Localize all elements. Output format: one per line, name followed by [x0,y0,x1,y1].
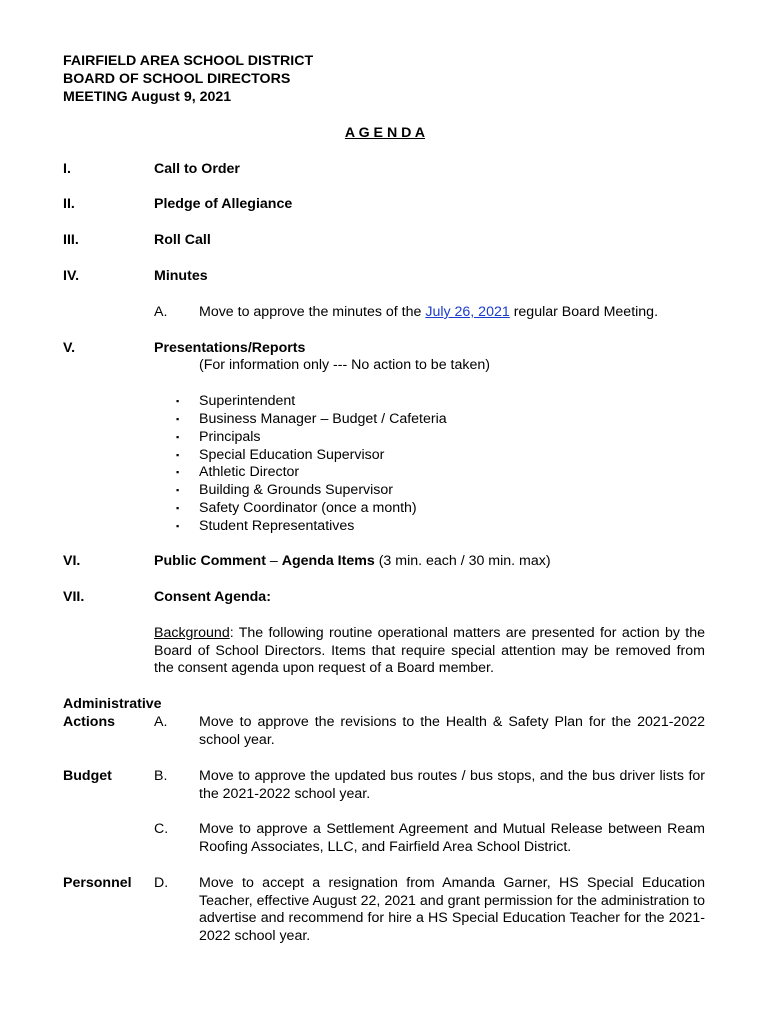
board-name: BOARD OF SCHOOL DIRECTORS [63,71,291,87]
consent-c-text: Move to approve a Settlement Agreement and Mutual Release between Ream Roofing Associates, LLC, and Fairfield Area School District. [199,821,705,855]
section-1-number: I. [63,161,71,177]
administrative-label-1: Administrative [63,696,162,712]
bullet-icon: ▪ [176,521,180,531]
district-name: FAIRFIELD AREA SCHOOL DISTRICT [63,53,314,69]
meeting-date: MEETING August 9, 2021 [63,89,232,105]
list-item: Safety Coordinator (once a month) [199,500,417,516]
bullet-icon: ▪ [176,485,180,495]
list-item: Building & Grounds Supervisor [199,482,393,498]
list-item: Business Manager – Budget / Cafeteria [199,411,447,427]
budget-label: Budget [63,768,112,784]
section-5-title: Presentations/Reports [154,340,306,356]
bullet-icon: ▪ [176,396,180,406]
consent-background: Background: The following routine operational matters are presented for action by the Board of School Directors. Items that require special attention may be removed from the consent agenda upon request of a Board member. [154,625,705,677]
bullet-icon: ▪ [176,450,180,460]
section-1-title: Call to Order [154,161,240,177]
section-4-title: Minutes [154,268,208,284]
list-item: Principals [199,429,261,445]
section-6-title: Public Comment – Agenda Items (3 min. each / 30 min. max) [154,553,551,569]
reports-note: (For information only --- No action to be taken) [199,357,490,373]
consent-d-letter: D. [154,875,169,891]
minutes-link[interactable]: July 26, 2021 [425,304,510,320]
list-item: Student Representatives [199,518,355,534]
minutes-item-text: Move to approve the minutes of the July 26, 2021 regular Board Meeting. [199,304,659,320]
list-item: Special Education Supervisor [199,447,385,463]
section-4-number: IV. [63,268,80,284]
section-3-title: Roll Call [154,232,211,248]
administrative-label-2: Actions [63,714,116,730]
consent-b-letter: B. [154,768,168,784]
consent-d-text: Move to accept a resignation from Amanda Garner, HS Special Education Teacher, effective August 22, 2021 and grant permission for the administration to advertise and recommend for hire a HS Special Education Teacher for the 2021-2022 school year. [199,875,705,944]
minutes-item-letter: A. [154,304,168,320]
section-6-number: VI. [63,553,81,569]
consent-a-letter: A. [154,714,168,730]
list-item: Superintendent [199,393,296,409]
section-5-number: V. [63,340,76,356]
section-2-number: II. [63,196,75,212]
bullet-icon: ▪ [176,503,180,513]
bullet-icon: ▪ [176,414,180,424]
section-3-number: III. [63,232,79,248]
bullet-icon: ▪ [176,432,180,442]
consent-a-text: Move to approve the revisions to the Health & Safety Plan for the 2021-2022 school year. [199,714,705,748]
list-item: Athletic Director [199,464,300,480]
personnel-label: Personnel [63,875,132,891]
consent-c-letter: C. [154,821,169,837]
bullet-icon: ▪ [176,467,180,477]
section-7-title: Consent Agenda: [154,589,271,605]
consent-b-text: Move to approve the updated bus routes / bus stops, and the bus driver lists for the 2021-2022 school year. [199,768,705,802]
section-7-number: VII. [63,589,85,605]
agenda-title: A G E N D A [344,125,426,141]
section-2-title: Pledge of Allegiance [154,196,293,212]
